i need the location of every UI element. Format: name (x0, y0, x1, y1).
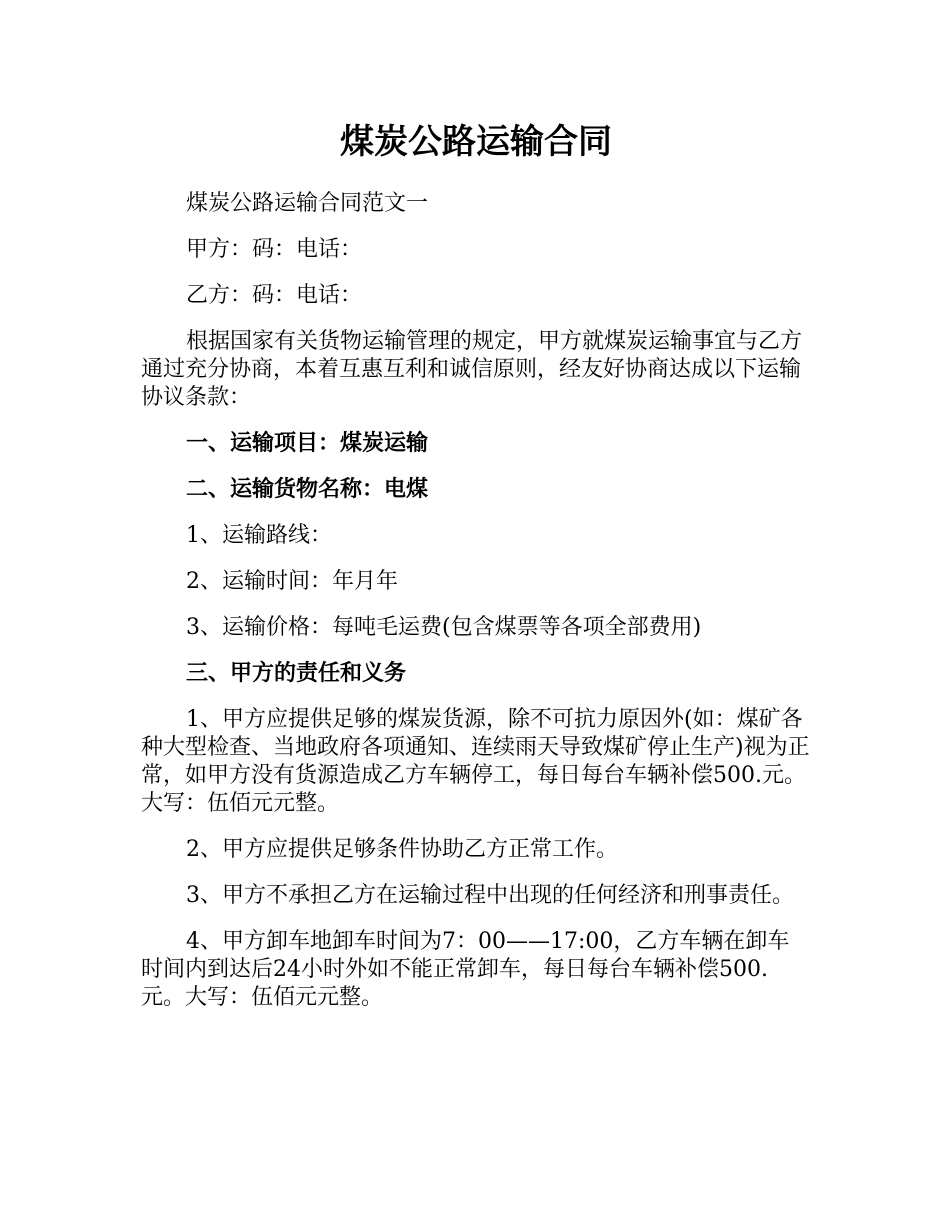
party-b-line: 乙方：码：电话： (186, 283, 363, 308)
section-heading-2: 二、运输货物名称：电煤 (186, 477, 429, 502)
clause-price: 3、运输价格：每吨毛运费(包含煤票等各项全部费用) (186, 615, 702, 640)
party-a-duty-1: 1、甲方应提供足够的煤炭货源，除不可抗力原因外(如：煤矿各种大型检查、当地政府各项通知、连续雨天导致煤矿停止生产)视为正常，如甲方没有货源造成乙方车辆停工，每日每台车辆补偿500.元。大写：伍佰元元整。 (141, 707, 810, 816)
document-body (141, 118, 811, 1030)
preamble-paragraph: 根据国家有关货物运输管理的规定，甲方就煤炭运输事宜与乙方通过充分协商，本着互惠互利和诚信原则，经友好协商达成以下运输协议条款： (141, 329, 803, 410)
document-title: 煤炭公路运输合同 (340, 122, 612, 162)
subtitle-paragraph: 煤炭公路运输合同范文一 (186, 191, 429, 216)
party-a-duty-2: 2、甲方应提供足够条件协助乙方正常工作。 (186, 837, 618, 862)
party-a-duty-3: 3、甲方不承担乙方在运输过程中出现的任何经济和刑事责任。 (186, 883, 794, 908)
clause-route: 1、运输路线： (186, 523, 332, 548)
party-a-line: 甲方：码：电话： (186, 237, 363, 262)
section-heading-3: 三、甲方的责任和义务 (186, 661, 407, 686)
party-a-duty-4: 4、甲方卸车地卸车时间为7：00——17:00，乙方车辆在卸车时间内到达后24小时外如不能正常卸车，每日每台车辆补偿500.元。大写：伍佰元元整。 (141, 929, 790, 1010)
clause-time: 2、运输时间：年月年 (186, 569, 398, 594)
section-heading-1: 一、运输项目：煤炭运输 (186, 431, 429, 456)
